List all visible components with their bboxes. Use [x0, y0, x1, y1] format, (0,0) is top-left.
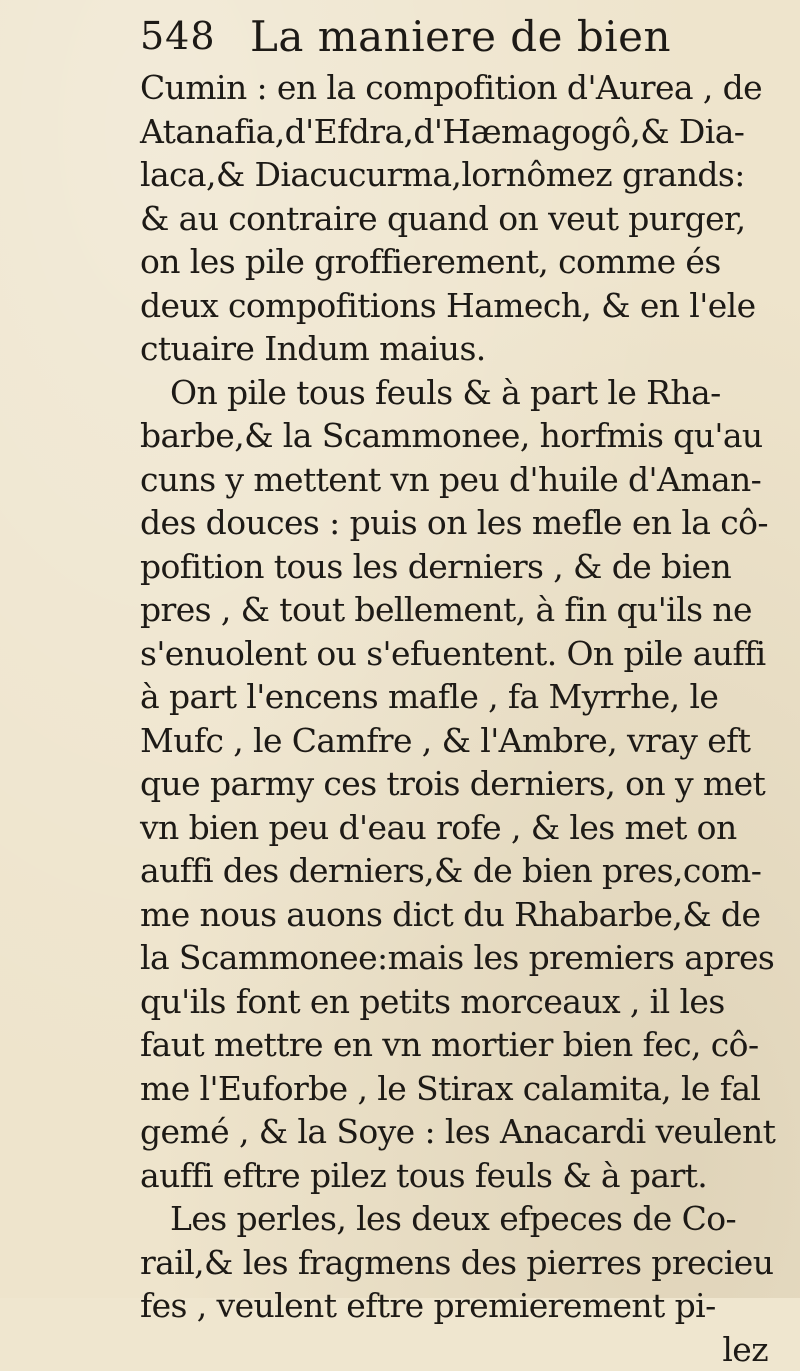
text-line: laca,& Diacucurma,lornômez grands:	[140, 153, 780, 197]
page-header	[0, 6, 800, 66]
text-line: rail,& les fragmens des pierres precieu	[140, 1241, 780, 1285]
text-line: gemé , & la Soye : les Anacardi veulent	[140, 1110, 780, 1154]
text-line: & au contraire quand on veut purger,	[140, 197, 780, 241]
text-line: me l'Euforbe , le Stirax calamita, le fal	[140, 1067, 780, 1111]
text-line: vn bien peu d'eau rofe , & les met on	[140, 806, 780, 850]
text-line: cuns y mettent vn peu d'huile d'Aman-	[140, 458, 780, 502]
text-line: Cumin : en la compofition d'Aurea , de	[140, 66, 780, 110]
text-line: fes , veulent eftre premierement pi-	[140, 1284, 780, 1328]
text-line: me nous auons dict du Rhabarbe,& de	[140, 893, 780, 937]
text-line: que parmy ces trois derniers, on y met	[140, 762, 780, 806]
text-line: pofition tous les derniers , & de bien	[140, 545, 780, 589]
text-line: Atanafia,d'Efdra,d'Hæmagogô,& Dia-	[140, 110, 780, 154]
text-line: Les perles, les deux efpeces de Co-	[140, 1197, 780, 1241]
body-text	[140, 66, 780, 1371]
text-line: qu'ils font en petits morceaux , il les	[140, 980, 780, 1024]
text-line: On pile tous feuls & à part le Rha-	[140, 371, 780, 415]
text-line: à part l'encens mafle , fa Myrrhe, le	[140, 675, 780, 719]
text-line: ctuaire Indum maius.	[140, 327, 780, 371]
text-line: lez	[140, 1328, 780, 1371]
text-line: Mufc , le Camfre , & l'Ambre, vray eft	[140, 719, 780, 763]
text-line: deux compofitions Hamech, & en l'ele	[140, 284, 780, 328]
text-line: auffi des derniers,& de bien pres,com-	[140, 849, 780, 893]
text-line: auffi eftre pilez tous feuls & à part.	[140, 1154, 780, 1198]
text-line: des douces : puis on les mefle en la cô-	[140, 501, 780, 545]
text-line: on les pile groffierement, comme és	[140, 240, 780, 284]
text-line: pres , & tout bellement, à fin qu'ils ne	[140, 588, 780, 632]
page-number: 548	[140, 14, 216, 58]
text-line: faut mettre en vn mortier bien fec, cô-	[140, 1023, 780, 1067]
text-line: la Scammonee:mais les premiers apres	[140, 936, 780, 980]
text-line: barbe,& la Scammonee, horfmis qu'au	[140, 414, 780, 458]
text-line: s'enuolent ou s'efuentent. On pile auffi	[140, 632, 780, 676]
running-title: La maniere de bien	[250, 12, 671, 61]
